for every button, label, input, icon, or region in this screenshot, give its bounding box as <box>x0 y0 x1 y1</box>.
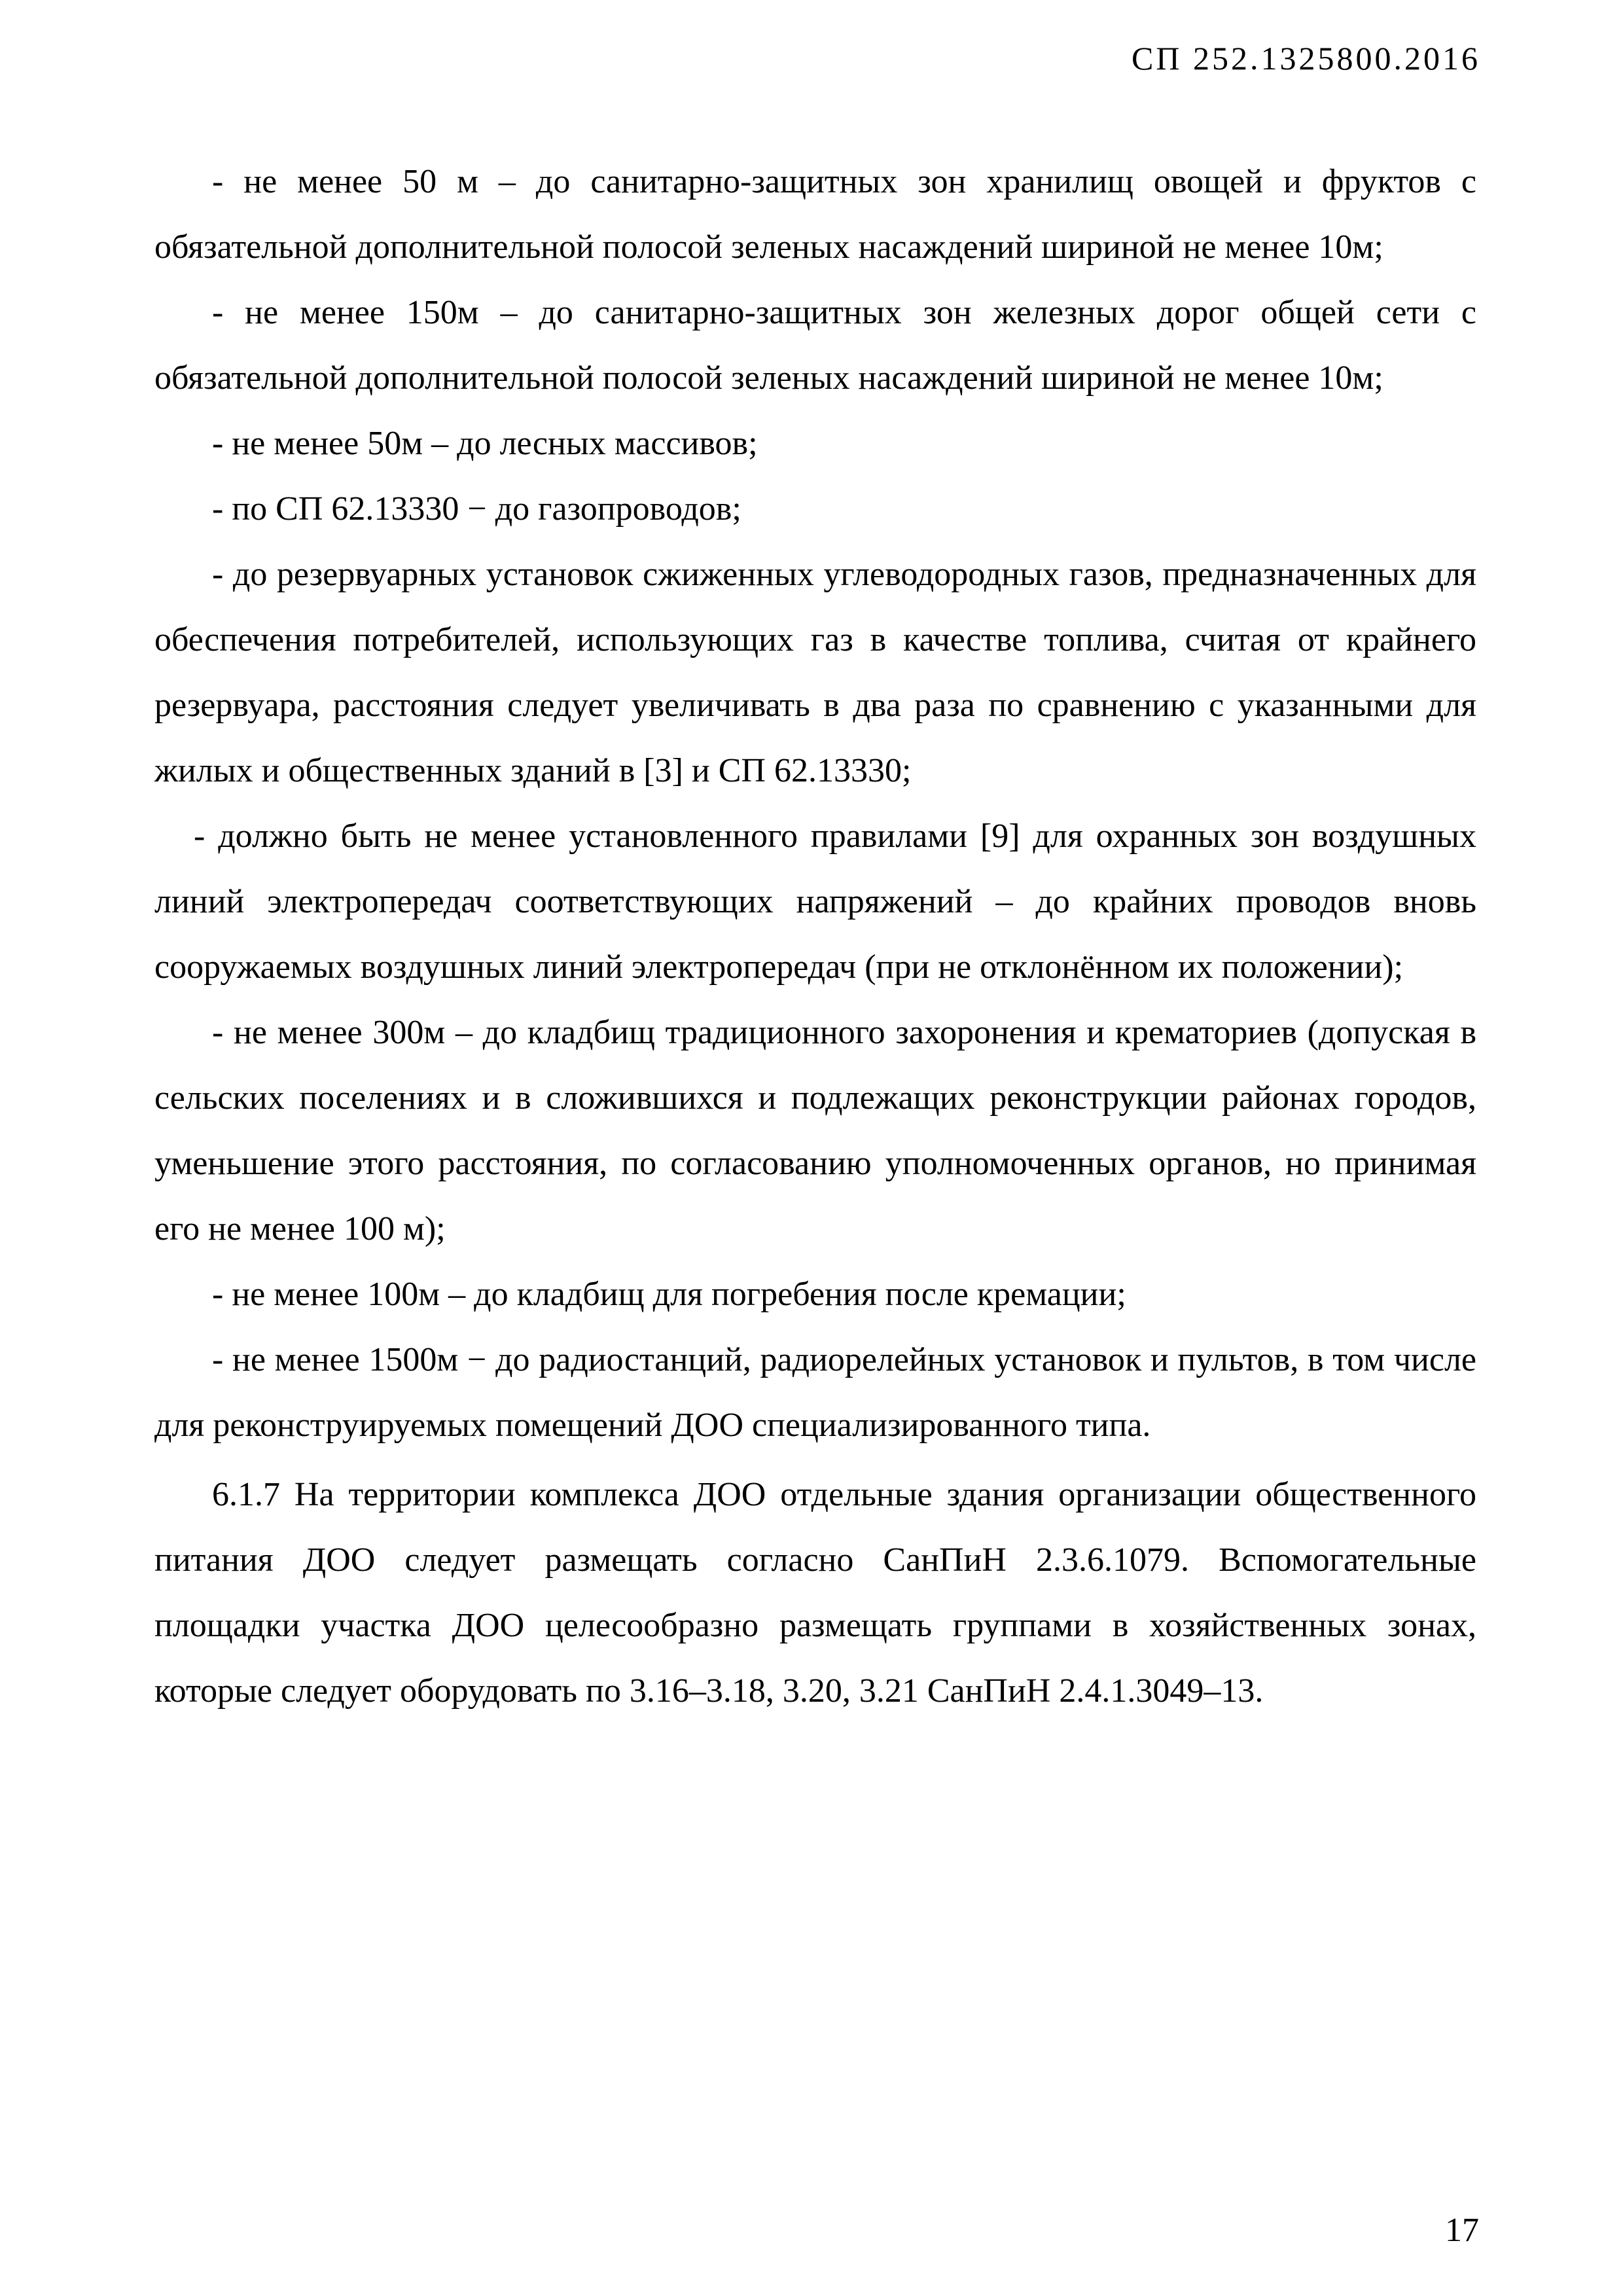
document-code-header: СП 252.1325800.2016 <box>1132 40 1480 77</box>
list-item-cemeteries: - не менее 300м – до кладбищ традиционного захоронения и крематориев (допуская в сельских поселениях и в сложившихся и подлежащих реконструкции районах городов, уменьшение этого расстояния, по согласованию уполномоченных органов, но принимая его не менее 100 м); <box>154 1014 1476 1247</box>
list-item-forests: - не менее 50м – до лесных массивов; <box>212 425 758 462</box>
list-item-railways: - не менее 150м – до санитарно-защитных зон железных дорог общей сети с обязательной дополнительной полосой зеленых насаждений шириной не менее 10м; <box>154 294 1476 397</box>
section-6-1-7-paragraph: 6.1.7 На территории комплекса ДОО отдельные здания организации общественного питания ДОО следует размещать согласно СанПиН 2.3.6.1079. Вспомогательные площадки участка ДОО целесообразно размещать группами в хозяйственных зонах, которые следует оборудовать по 3.16–3.18, 3.20, 3.21 СанПиН 2.4.1.3049–13. <box>154 1476 1476 1710</box>
list-item-vegetable-storage: - не менее 50 м – до санитарно-защитных зон хранилищ овощей и фруктов с обязательной дополнительной полосой зеленых насаждений шириной не менее 10м; <box>154 163 1476 266</box>
list-item-cremation-cemeteries: - не менее 100м – до кладбищ для погребения после кремации; <box>212 1276 1126 1313</box>
list-item-gas-tanks: - до резервуарных установок сжиженных углеводородных газов, предназначенных для обеспечения потребителей, использующих газ в качестве топлива, считая от крайнего резервуара, расстояния следует увеличивать в два раза по сравнению с указанными для жилых и общественных зданий в [3] и СП 62.13330; <box>154 556 1476 789</box>
list-item-gas-pipelines: - по СП 62.13330 − до газопроводов; <box>212 490 741 528</box>
list-item-power-lines: - должно быть не менее установленного правилами [9] для охранных зон воздушных линий электропередач соответствующих напряжений – до крайних проводов вновь сооружаемых воздушных линий электропередач (при не отклонённом их положении); <box>154 817 1476 986</box>
document-body <box>154 149 1476 1724</box>
list-item-radio-stations: - не менее 1500м − до радиостанций, радиорелейных установок и пультов, в том числе для реконструируемых помещений ДОО специализированного типа. <box>154 1341 1476 1444</box>
page-number: 17 <box>1445 2212 1479 2249</box>
